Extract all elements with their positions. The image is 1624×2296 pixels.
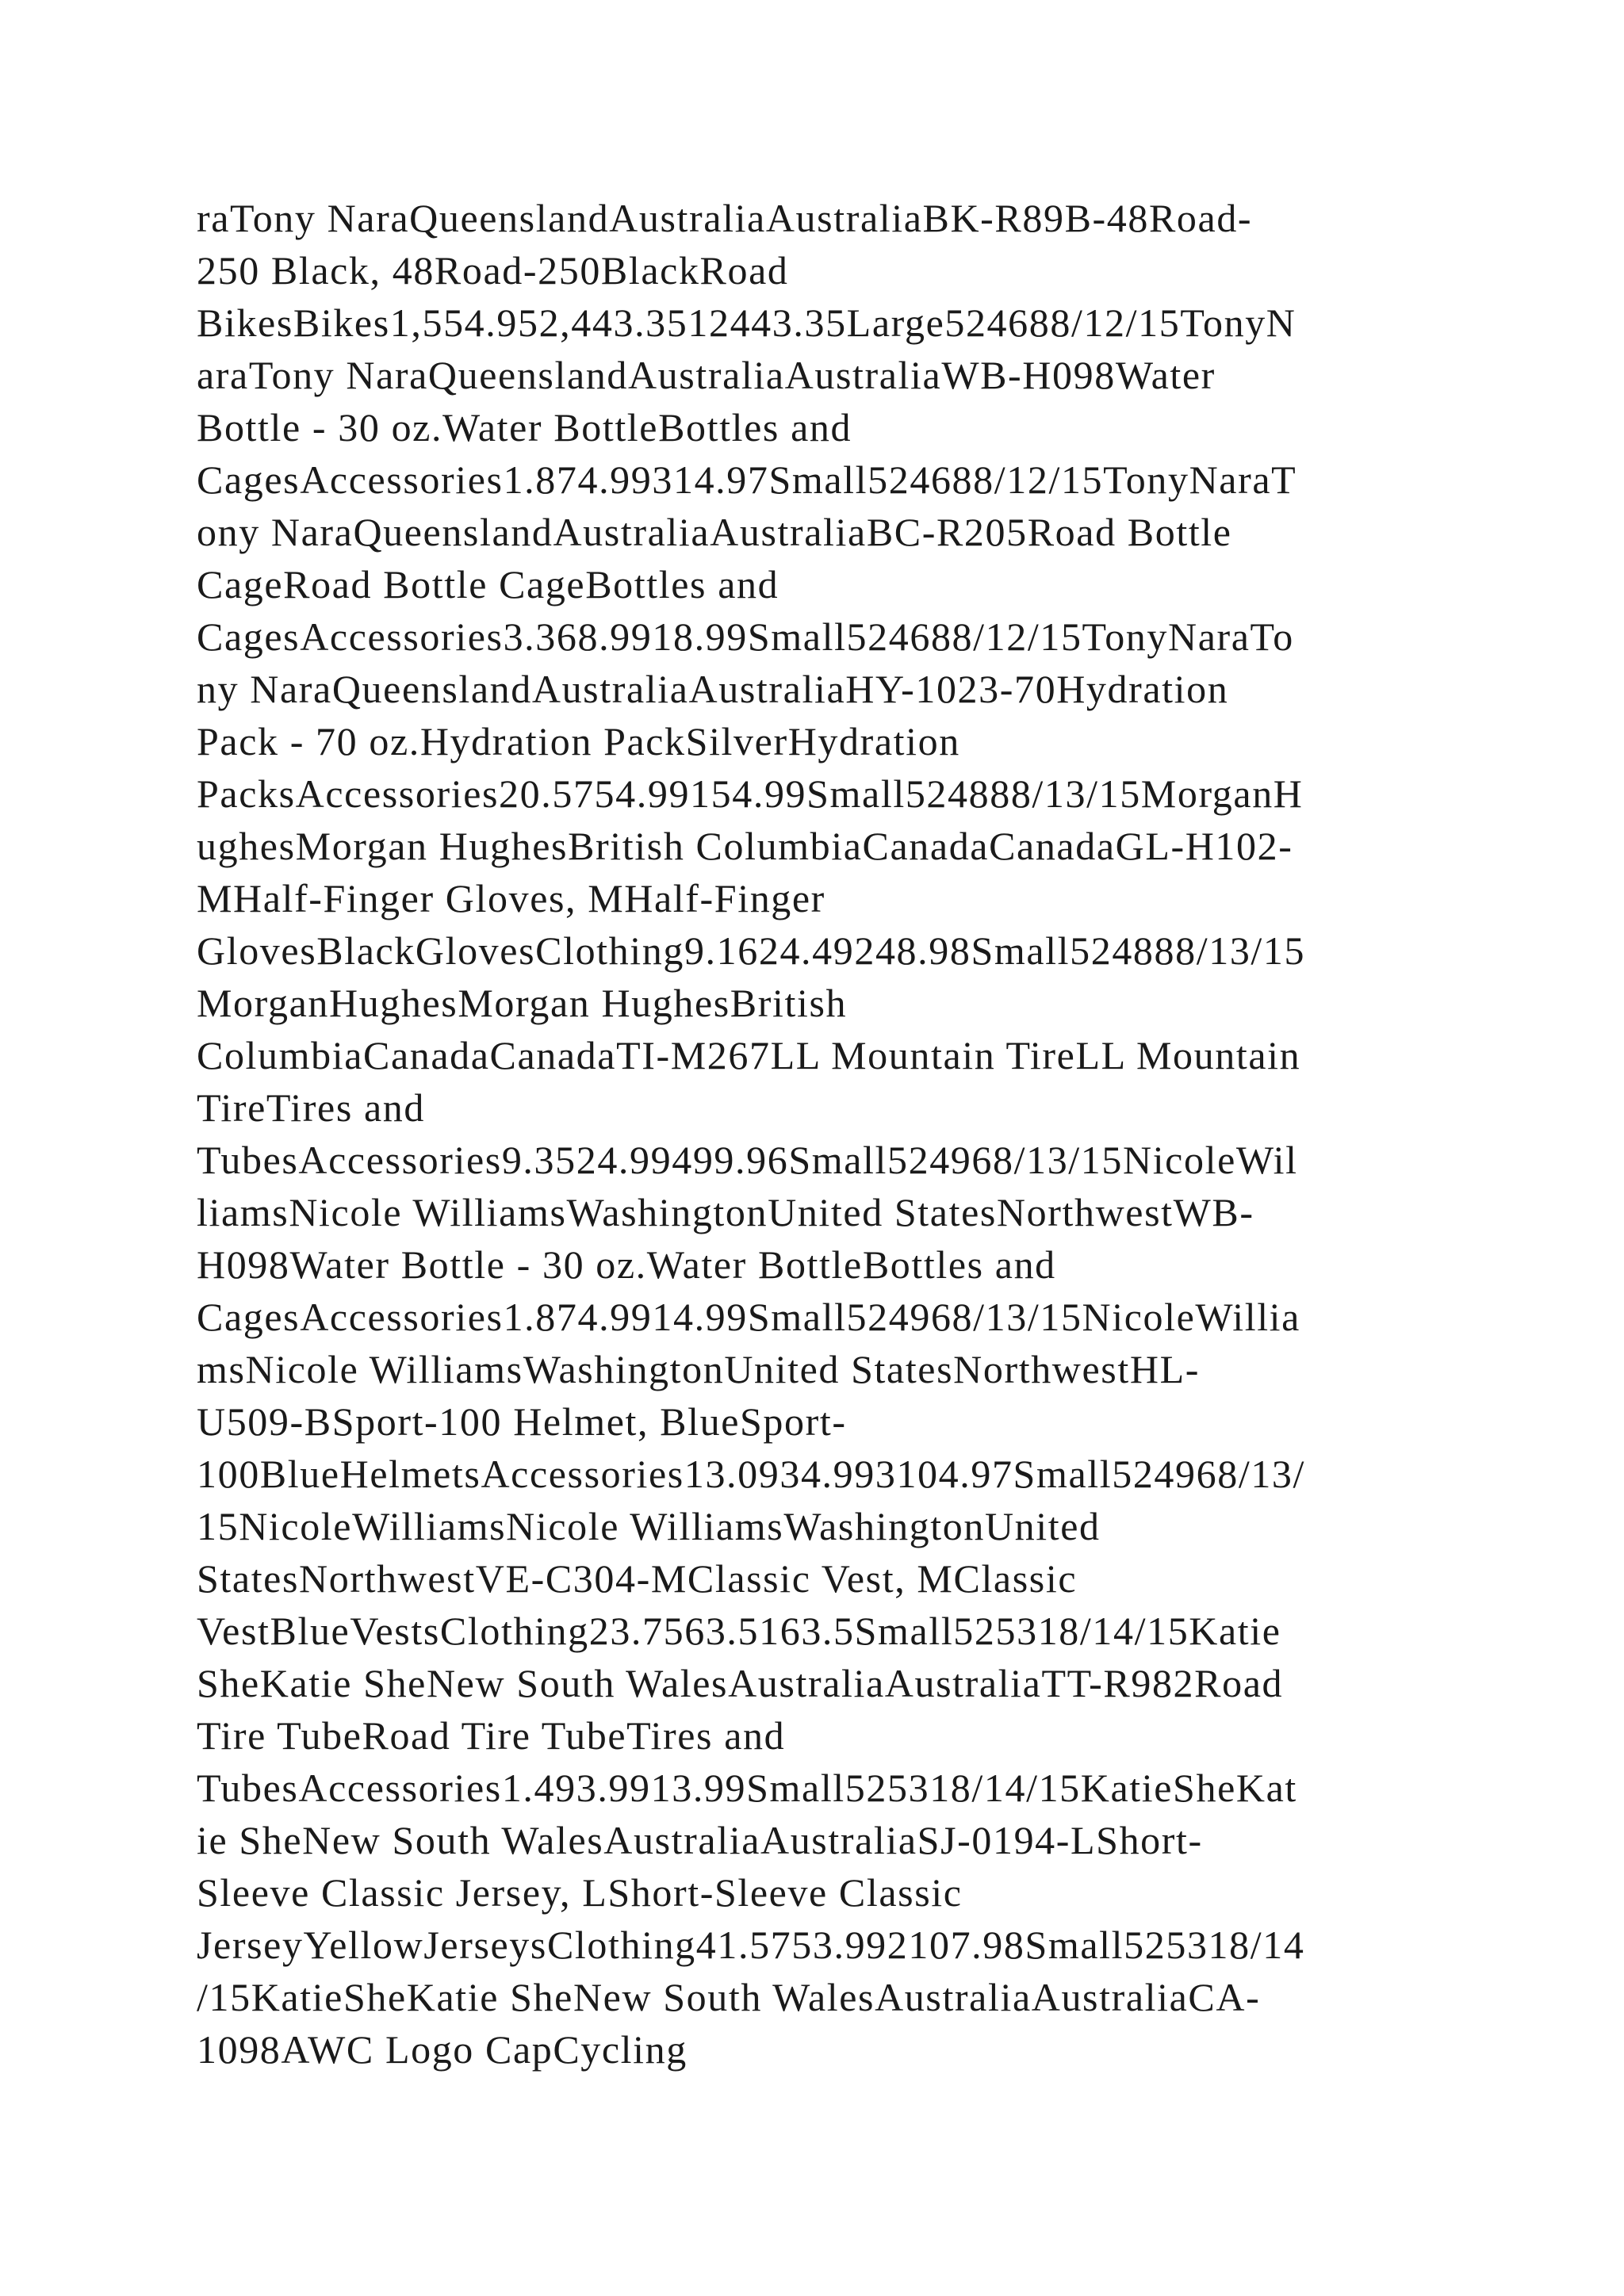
text-line: Sleeve Classic Jersey, LShort-Sleeve Classic (197, 1870, 963, 1915)
text-line: ony NaraQueenslandAustraliaAustraliaBC-R205Road Bottle (197, 510, 1232, 554)
text-line: StatesNorthwestVE-C304-MClassic Vest, MClassic (197, 1556, 1078, 1601)
document-text-block (197, 192, 1450, 2076)
text-line: BikesBikes1,554.952,443.3512443.35Large524688/12/15TonyN (197, 300, 1297, 345)
text-line: CagesAccessories1.874.99314.97Small524688/12/15TonyNaraT (197, 457, 1297, 502)
text-line: CagesAccessories3.368.9918.99Small524688/12/15TonyNaraTo (197, 614, 1294, 659)
text-line: MorganHughesMorgan HughesBritish (197, 981, 848, 1025)
text-line: 1098AWC Logo CapCycling (197, 2027, 688, 2072)
text-line: JerseyYellowJerseysClothing41.5753.992107.98Small525318/14 (197, 1923, 1305, 1967)
text-line: 15NicoleWilliamsNicole WilliamsWashingtonUnited (197, 1504, 1101, 1548)
text-line: 100BlueHelmetsAccessories13.0934.993104.97Small524968/13/ (197, 1452, 1306, 1496)
text-line: ughesMorgan HughesBritish ColumbiaCanadaCanadaGL-H102- (197, 824, 1293, 868)
text-line: ie SheNew South WalesAustraliaAustraliaSJ-0194-LShort- (197, 1818, 1203, 1862)
text-line: 250 Black, 48Road-250BlackRoad (197, 248, 789, 293)
text-line: U509-BSport-100 Helmet, BlueSport- (197, 1399, 847, 1444)
text-line: CageRoad Bottle CageBottles and (197, 562, 779, 607)
text-line: msNicole WilliamsWashingtonUnited StatesNorthwestHL- (197, 1347, 1200, 1391)
text-line: SheKatie SheNew South WalesAustraliaAustraliaTT-R982Road (197, 1661, 1284, 1705)
text-line: raTony NaraQueenslandAustraliaAustraliaBK-R89B-48Road- (197, 196, 1253, 240)
text-line: H098Water Bottle - 30 oz.Water BottleBottles and (197, 1242, 1056, 1287)
text-line: Pack - 70 oz.Hydration PackSilverHydration (197, 719, 960, 763)
text-line: ColumbiaCanadaCanadaTI-M267LL Mountain TireLL Mountain (197, 1033, 1301, 1077)
text-line: liamsNicole WilliamsWashingtonUnited StatesNorthwestWB- (197, 1190, 1254, 1234)
text-line: MHalf-Finger Gloves, MHalf-Finger (197, 876, 825, 920)
text-line: CagesAccessories1.874.9914.99Small524968/13/15NicoleWillia (197, 1295, 1300, 1339)
text-line: VestBlueVestsClothing23.7563.5163.5Small525318/14/15Katie (197, 1609, 1281, 1653)
text-line: PacksAccessories20.5754.99154.99Small524888/13/15MorganH (197, 771, 1304, 816)
text-line: Bottle - 30 oz.Water BottleBottles and (197, 405, 852, 450)
text-line: TubesAccessories9.3524.99499.96Small524968/13/15NicoleWil (197, 1138, 1298, 1182)
text-line: /15KatieSheKatie SheNew South WalesAustraliaAustraliaCA- (197, 1975, 1261, 2019)
text-line: Tire TubeRoad Tire TubeTires and (197, 1713, 786, 1758)
text-line: araTony NaraQueenslandAustraliaAustraliaWB-H098Water (197, 353, 1216, 397)
text-line: TubesAccessories1.493.9913.99Small525318/14/15KatieSheKat (197, 1766, 1297, 1810)
text-line: GlovesBlackGlovesClothing9.1624.49248.98Small524888/13/15 (197, 928, 1306, 973)
text-line: TireTires and (197, 1085, 425, 1130)
text-line: ny NaraQueenslandAustraliaAustraliaHY-1023-70Hydration (197, 667, 1229, 711)
